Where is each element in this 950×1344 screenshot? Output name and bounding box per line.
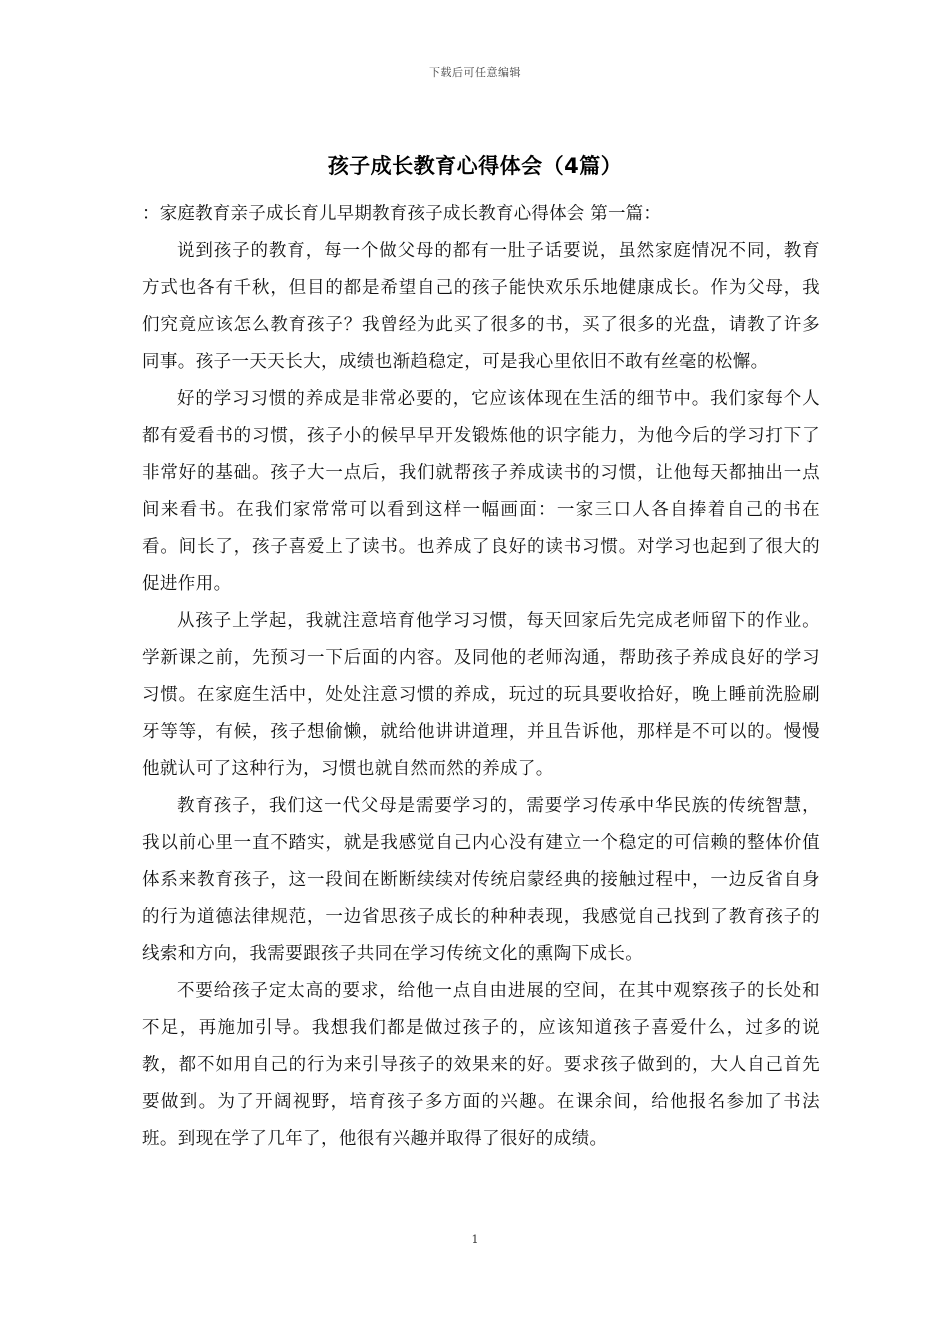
header-note: 下载后可任意编辑	[429, 66, 521, 79]
paragraph-3: 从孩子上学起，我就注意培育他学习习惯，每天回家后先完成老师留下的作业。学新课之前，先预习一下后面的内容。及同他的老师沟通，帮助孩子养成良好的学习习惯。在家庭生活中，处处注意习惯的养成，玩过的玩具要收拾好，晚上睡前洗脸刷牙等等，有候，孩子想偷懒，就给他讲讲道理，并且告诉他，那样是不可以的。慢慢他就认可了这种行为，习惯也就自然而然的养成了。	[142, 611, 820, 779]
paragraph-5: 不要给孩子定太高的要求，给他一点自由进展的空间，在其中观察孩子的长处和不足，再施加引导。我想我们都是做过孩子的，应该知道孩子喜爱什么，过多的说教，都不如用自己的行为来引导孩子的效果来的好。要求孩子做到的，大人自己首先要做到。为了开阔视野，培育孩子多方面的兴趣。在课余间，给他报名参加了书法班。到现在学了几年了，他很有兴趣并取得了很好的成绩。	[142, 981, 820, 1149]
paragraph-4: 教育孩子，我们这一代父母是需要学习的，需要学习传承中华民族的传统智慧，我以前心里一直不踏实，就是我感觉自己内心没有建立一个稳定的可信赖的整体价值体系来教育孩子，这一段间在断断续续对传统启蒙经典的接触过程中，一边反省自身的行为道德法律规范，一边省思孩子成长的种种表现，我感觉自己找到了教育孩子的线索和方向，我需要跟孩子共同在学习传统文化的熏陶下成长。	[142, 796, 820, 964]
page-number: 1	[471, 1233, 479, 1246]
document-title: 孩子成长教育心得体会（4篇）	[327, 154, 623, 178]
document-body	[142, 196, 820, 1158]
paragraph-1: 说到孩子的教育，每一个做父母的都有一肚子话要说，虽然家庭情况不同，教育方式也各有千秋，但目的都是希望自己的孩子能快欢乐乐地健康成长。作为父母，我们究竟应该怎么教育孩子？我曾经为此买了很多的书，买了很多的光盘，请教了许多同事。孩子一天天长大，成绩也渐趋稳定，可是我心里依旧不敢有丝毫的松懈。	[142, 241, 820, 372]
paragraph-2: 好的学习习惯的养成是非常必要的，它应该体现在生活的细节中。我们家每个人都有爱看书的习惯，孩子小的候早早开发锻炼他的识字能力，为他今后的学习打下了非常好的基础。孩子大一点后，我们就帮孩子养成读书的习惯，让他每天都抽出一点间来看书。在我们家常常可以看到这样一幅画面：一家三口人各自捧着自己的书在看。间长了，孩子喜爱上了读书。也养成了良好的读书习惯。对学习也起到了很大的促进作用。	[142, 389, 820, 594]
intro-line: ：家庭教育亲子成长育儿早期教育孩子成长教育心得体会 第一篇：	[142, 204, 662, 224]
